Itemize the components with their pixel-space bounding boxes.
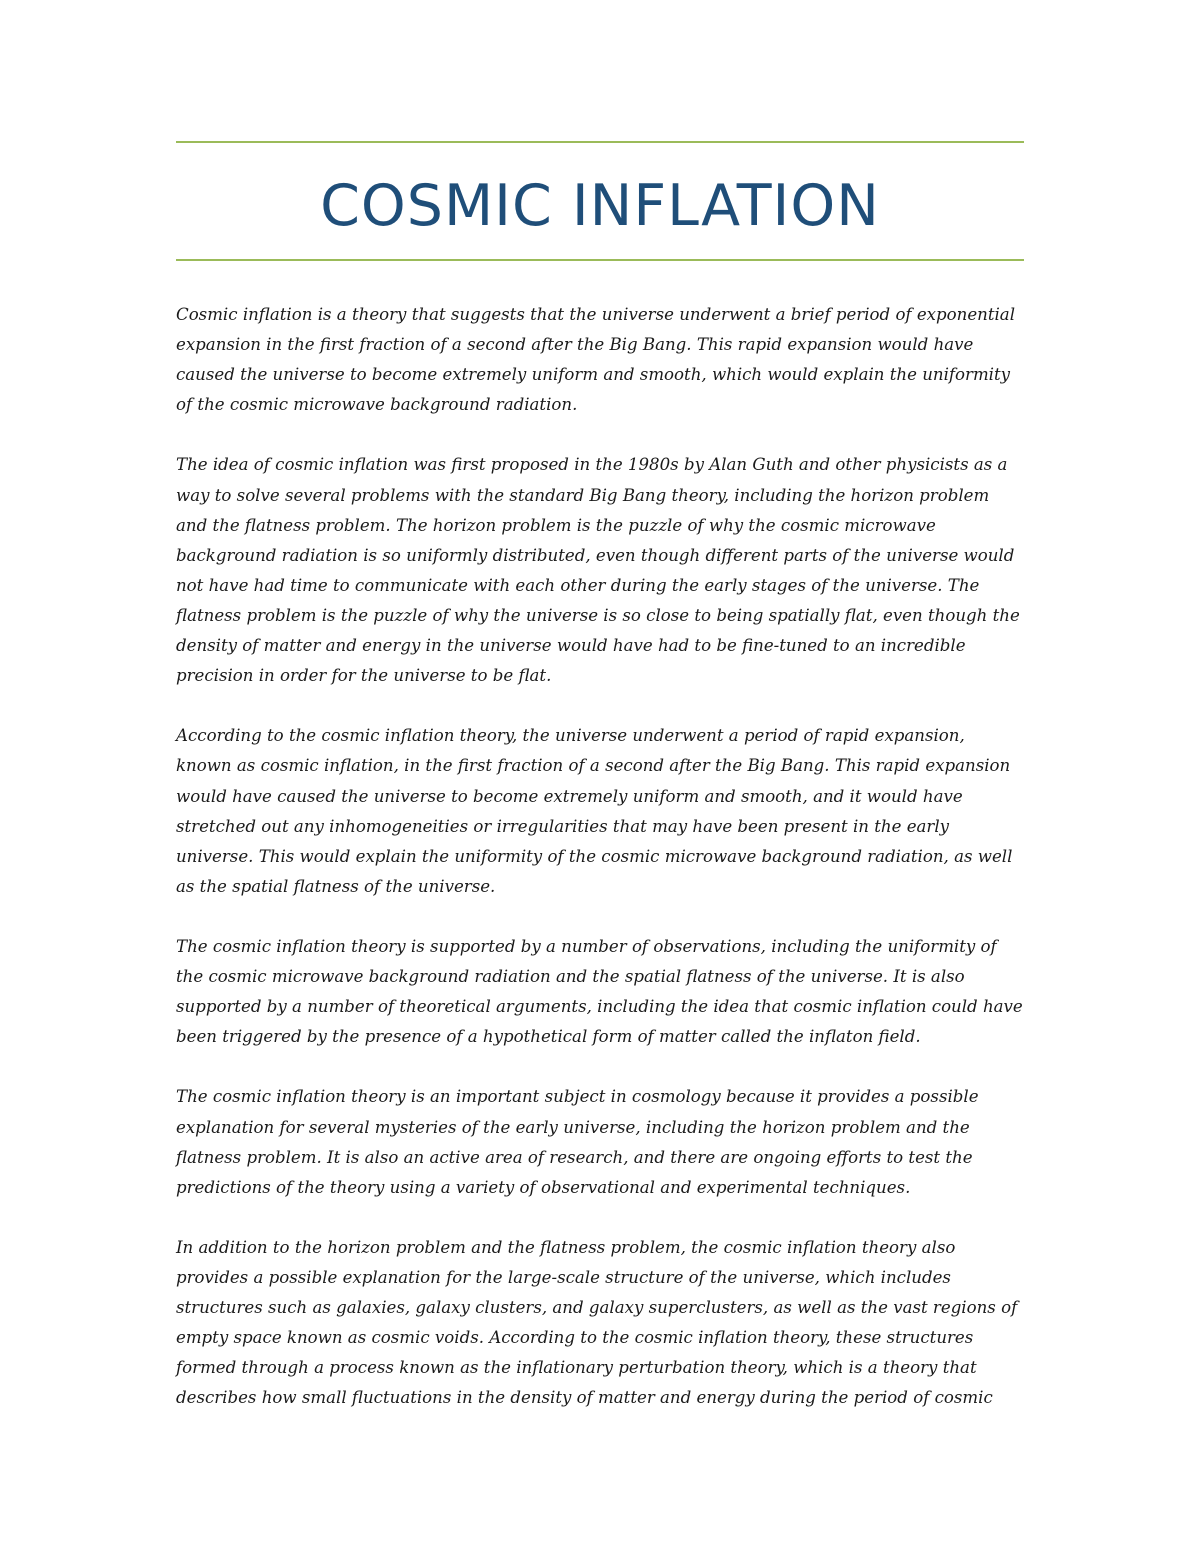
title-top-rule	[176, 141, 1024, 143]
document-body	[176, 300, 1024, 1444]
document-title: COSMIC INFLATION	[320, 173, 880, 239]
body-paragraph: The cosmic inflation theory is supported by a number of observations, including the uniformity of the cosmic microwave background radiation and the spatial flatness of the universe. It is also supported by a number of theoretical arguments, including the idea that cosmic inflation could have been triggered by the presence of a hypothetical form of matter called the inflaton field.	[176, 936, 1023, 1047]
body-paragraph: The cosmic inflation theory is an important subject in cosmology because it provides a possible explanation for several mysteries of the early universe, including the horizon problem and the flatness problem. It is also an active area of research, and there are ongoing efforts to test the predictions of the theory using a variety of observational and experimental techniques.	[176, 1087, 979, 1197]
title-bottom-rule	[176, 259, 1024, 261]
body-paragraph: According to the cosmic inflation theory, the universe underwent a period of rapid expansion, known as cosmic inflation, in the first fraction of a second after the Big Bang. This rapid expansion would have caused the universe to become extremely uniform and smooth, and it would have stretched out any inhomogeneities or irregularities that may have been present in the early universe. This would explain the uniformity of the cosmic microwave background radiation, as well as the spatial flatness of the universe.	[176, 726, 1013, 896]
body-paragraph: In addition to the horizon problem and the flatness problem, the cosmic inflation theory also provides a possible explanation for the large-scale structure of the universe, which includes structures such as galaxies, galaxy clusters, and galaxy superclusters, as well as the vast regions of empty space known as cosmic voids. According to the cosmic inflation theory, these structures formed through a process known as the inflationary perturbation theory, which is a theory that describes how small fluctuations in the density of matter and energy during the period of cosmic	[176, 1237, 1018, 1408]
body-paragraph: The idea of cosmic inflation was first proposed in the 1980s by Alan Guth and other physicists as a way to solve several problems with the standard Big Bang theory, including the horizon problem and the flatness problem. The horizon problem is the puzzle of why the cosmic microwave background radiation is so uniformly distributed, even though different parts of the universe would not have had time to communicate with each other during the early stages of the universe. The flatness problem is the puzzle of why the universe is so close to being spatially flat, even though the density of matter and energy in the universe would have had to be fine-tuned to an incredible precision in order for the universe to be flat.	[176, 455, 1020, 686]
body-paragraph: Cosmic inflation is a theory that suggests that the universe underwent a brief period of exponential expansion in the first fraction of a second after the Big Bang. This rapid expansion would have caused the universe to become extremely uniform and smooth, which would explain the uniformity of the cosmic microwave background radiation.	[176, 305, 1016, 415]
